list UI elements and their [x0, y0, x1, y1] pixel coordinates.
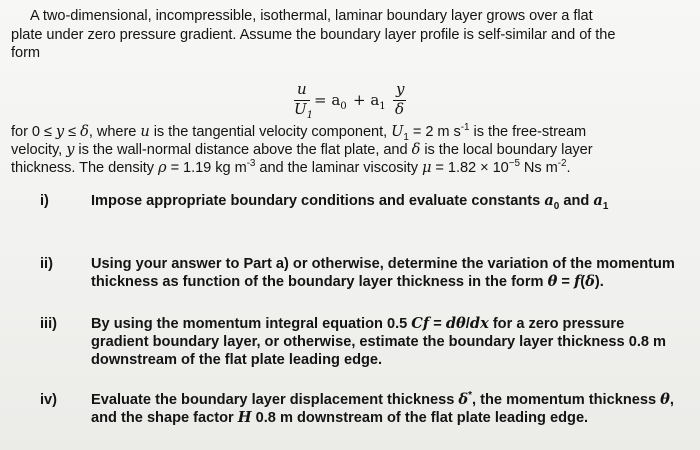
question-ii-line-1: Using your answer to Part a) or otherwise, determine the variation of the momentum	[91, 256, 675, 272]
desc-line-2: velocity, y is the wall-normal distance above the flat plate, and δ is the local boundary layer	[11, 141, 593, 158]
eq-a1-term: + $a_1$	[353, 91, 386, 112]
question-iv-line-1: Evaluate the boundary layer displacement thickness δ*, the momentum thickness θ,	[91, 390, 674, 408]
eq-denominator-U1: $U_1$	[294, 100, 314, 121]
question-label-ii: ii)	[40, 256, 53, 272]
question-iii-line-1: By using the momentum integral equation 0.5 Cf = dθ/dx for a zero pressure	[91, 315, 625, 332]
intro-line-3: form	[11, 45, 40, 61]
question-label-iv: iv)	[40, 392, 58, 408]
desc-line-1: for 0 ≤ y ≤ δ, where u is the tangential velocity component, $U_1 = 2$ m $s^{-1}$ is the free-stream	[11, 122, 587, 143]
question-label-i: i)	[40, 193, 49, 209]
question-iii-line-2: gradient boundary layer, or otherwise, estimate the boundary layer thickness 0.8 m	[91, 334, 667, 350]
profile-equation	[283, 80, 423, 120]
eq-denominator-delta: δ	[395, 100, 405, 118]
eq-numerator-y: y	[396, 80, 405, 98]
intro-line-2: plate under zero pressure gradient. Assume the boundary layer profile is self-similar and of the	[11, 27, 616, 43]
question-label-iii: iii)	[40, 316, 58, 332]
desc-line-3: thickness. The density ρ = 1.19 kg $m^{-3}$ and the laminar viscosity $\mu = 1.82 \times 10^{-5}$ Ns $m^{-2}$.	[11, 158, 571, 176]
question-iv-line-2: and the shape factor H 0.8 m downstream of the flat plate leading edge.	[91, 409, 589, 426]
intro-line-1: A two-dimensional, incompressible, isothermal, laminar boundary layer grows over a flat	[30, 8, 593, 24]
question-i-line-1: Impose appropriate boundary conditions and evaluate constants $a_0$ and $a_1$	[91, 192, 609, 212]
question-iii-line-3: downstream of the flat plate leading edge.	[91, 352, 383, 368]
eq-numerator-u: u	[297, 80, 307, 98]
question-ii-line-2: thickness as function of the boundary layer thickness in the form θ = f(δ).	[91, 273, 604, 290]
eq-a0-term: = $a_0$	[314, 91, 347, 112]
